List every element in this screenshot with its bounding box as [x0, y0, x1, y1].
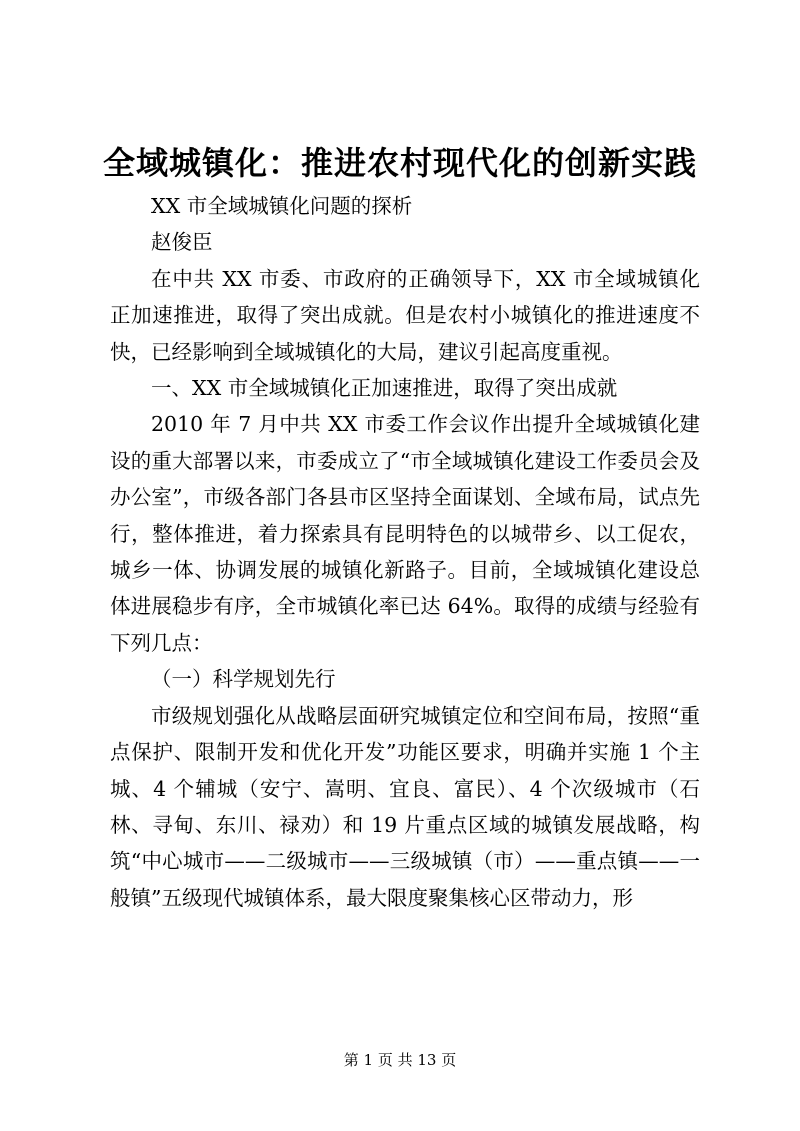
page-footer: 第 1 页 共 13 页 [343, 1051, 457, 1069]
section-1-paragraph: 2010 年 7 月中共 XX 市委工作会议作出提升全域城镇化建设的重大部署以来，市委成立了“市全域城镇化建设工作委员会及办公室”，市级各部门各县市区坚持全面谋划、全域布局，试点先行，整体推进，着力探索具有昆明特色的以城带乡、以工促农，城乡一体、协调发展的城镇化新路子。目前，全域城镇化建设总体进展稳步有序，全市城镇化率已达 64%。取得的成绩与经验有下列几点： [110, 412, 700, 655]
subsection-1-paragraph: 市级规划强化从战略层面研究城镇定位和空间布局，按照“重点保护、限制开发和优化开发”功能区要求，明确并实施 1 个主城、4 个辅城（安宁、嵩明、宜良、富民）、4 个次级城市（石林、寻甸、东川、禄劝）和 19 片重点区域的城镇发展战略，构筑“中心城市——二级城市——三级城镇（市）——重点镇——一般镇”五级现代城镇体系，最大限度聚集核心区带动力，形 [110, 703, 700, 910]
document-body [110, 188, 700, 916]
subtitle-line: XX 市全域城镇化问题的探析 [151, 194, 413, 218]
subsection-heading-1: （一）科学规划先行 [151, 667, 336, 692]
document-title: 全域城镇化：推进农村现代化的创新实践 [102, 144, 697, 182]
section-heading-1: 一、XX 市全域城镇化正加速推进，取得了突出成就 [151, 376, 618, 401]
intro-paragraph: 在中共 XX 市委、市政府的正确领导下，XX 市全域城镇化正加速推进，取得了突出成就。但是农村小城镇化的推进速度不快，已经影响到全域城镇化的大局，建议引起高度重视。 [110, 266, 700, 364]
author-line: 赵俊臣 [151, 230, 213, 255]
